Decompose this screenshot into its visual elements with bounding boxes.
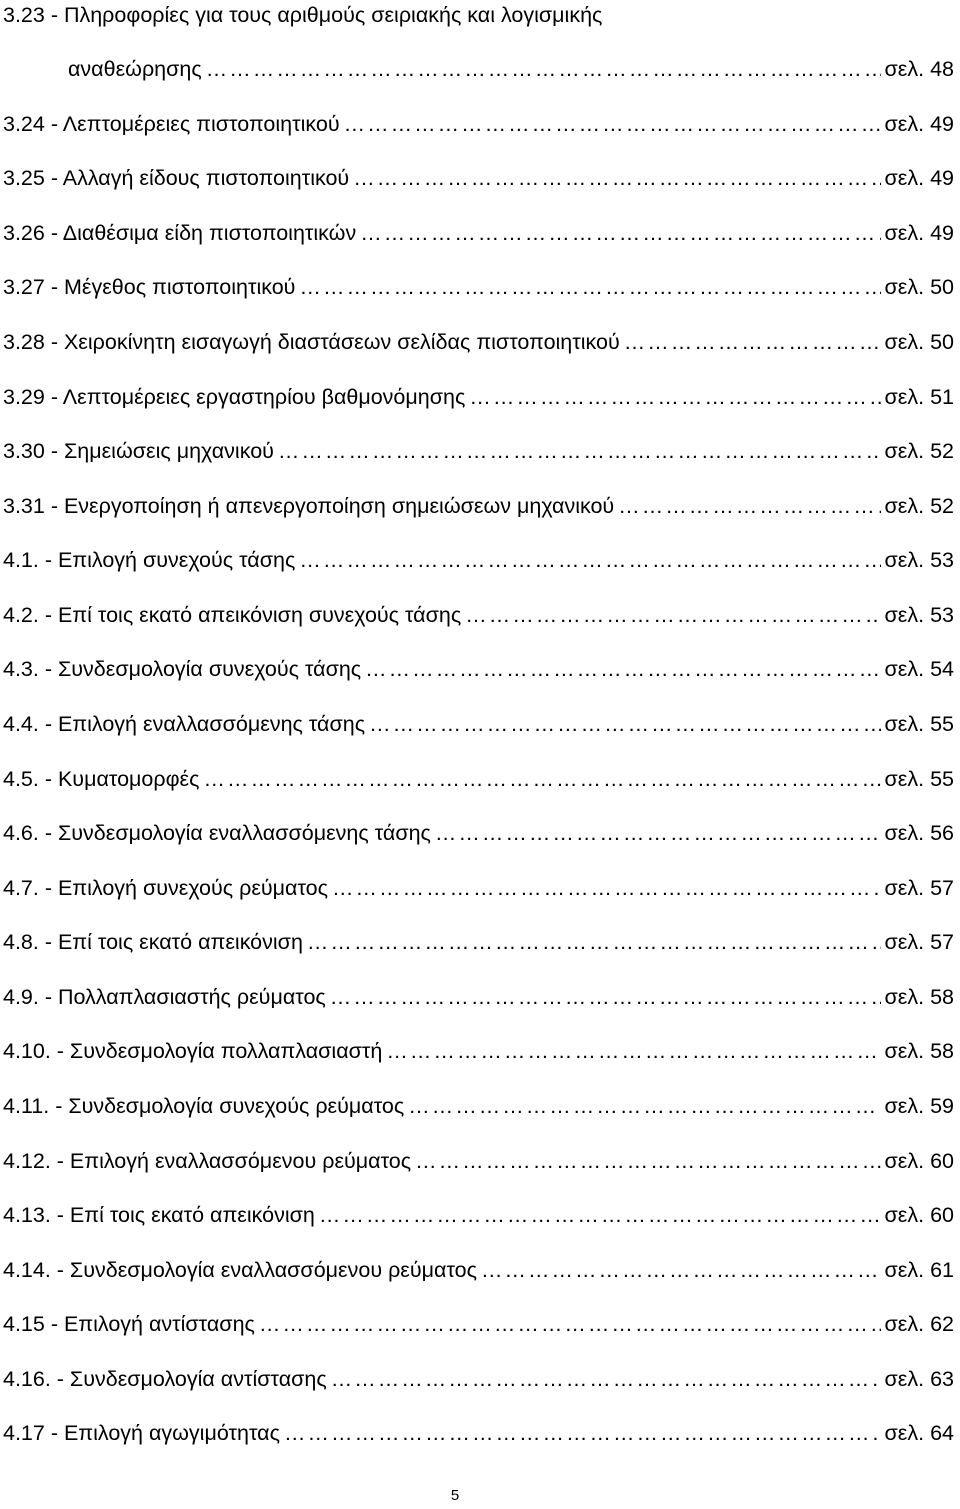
toc-entry bbox=[3, 491, 954, 521]
toc-entry-page: σελ. 58 bbox=[884, 985, 954, 1009]
dot-leader bbox=[332, 873, 881, 903]
toc-entry-page: σελ. 55 bbox=[884, 712, 954, 736]
dot-leader bbox=[204, 764, 881, 794]
toc-entry-title: 4.14. - Συνδεσμολογία εναλλασσόμενου ρεύματος bbox=[3, 1258, 477, 1282]
toc-entry-title: 3.25 - Αλλαγή είδους πιστοποιητικού bbox=[3, 166, 350, 190]
toc-entry bbox=[3, 927, 954, 957]
dot-leader bbox=[369, 709, 880, 739]
toc-entry bbox=[3, 218, 954, 248]
dot-leader bbox=[284, 1418, 881, 1448]
toc-entry bbox=[3, 654, 954, 684]
toc-entry-title: 3.29 - Λεπτομέρειες εργαστηρίου βαθμονόμησης bbox=[3, 385, 466, 409]
toc-entry-title: 4.9. - Πολλαπλασιαστής ρεύματος bbox=[3, 985, 326, 1009]
dot-leader bbox=[469, 382, 880, 412]
toc-entry bbox=[3, 327, 954, 357]
toc-entry bbox=[3, 818, 954, 848]
page-number: 5 bbox=[450, 1487, 460, 1504]
toc-entry-title: 4.12. - Επιλογή εναλλασσόμενου ρεύματος bbox=[3, 1149, 412, 1173]
dot-leader bbox=[307, 927, 881, 957]
toc-entry bbox=[3, 1255, 954, 1285]
toc-entry-title: 4.4. - Επιλογή εναλλασσόμενης τάσης bbox=[3, 712, 366, 736]
dot-leader bbox=[330, 982, 881, 1012]
toc-entry-page: σελ. 49 bbox=[884, 166, 954, 190]
dot-leader bbox=[353, 163, 880, 193]
dot-leader bbox=[408, 1091, 880, 1121]
toc-entry-page: σελ. 58 bbox=[884, 1039, 954, 1063]
toc-entry bbox=[3, 163, 954, 193]
toc-entry-title: 3.30 - Σημειώσεις μηχανικού bbox=[3, 439, 274, 463]
dot-leader bbox=[618, 491, 880, 521]
toc-entry-page: σελ. 51 bbox=[884, 385, 954, 409]
toc-entry bbox=[3, 272, 954, 302]
dot-leader bbox=[360, 218, 880, 248]
toc-entry bbox=[3, 1091, 954, 1121]
toc-entry-page: σελ. 64 bbox=[884, 1421, 954, 1445]
dot-leader bbox=[481, 1255, 881, 1285]
toc-entry-page: σελ. 50 bbox=[884, 330, 954, 354]
toc-entry-title: 4.10. - Συνδεσμολογία πολλαπλασιαστή bbox=[3, 1039, 383, 1063]
toc-entry-page: σελ. 52 bbox=[884, 494, 954, 518]
toc-entry-title: 4.11. - Συνδεσμολογία συνεχούς ρεύματος bbox=[3, 1094, 405, 1118]
toc-entry bbox=[3, 1036, 954, 1066]
toc-entry-page: σελ. 49 bbox=[884, 221, 954, 245]
toc-entry-page: σελ. 57 bbox=[884, 876, 954, 900]
toc-entry bbox=[3, 600, 954, 630]
dot-leader bbox=[365, 654, 880, 684]
dot-leader bbox=[278, 436, 881, 466]
toc-entry-title: 3.27 - Μέγεθος πιστοποιητικού bbox=[3, 275, 296, 299]
toc-entry bbox=[3, 109, 954, 139]
toc-entry-title: 3.31 - Ενεργοποίηση ή απενεργοποίηση σημειώσεων μηχανικού bbox=[3, 494, 615, 518]
toc-entry-page: σελ. 49 bbox=[884, 112, 954, 136]
toc-entry-title: 4.13. - Επί τοις εκατό απεικόνιση bbox=[3, 1203, 315, 1227]
toc-entry-3-23-line1 bbox=[3, 0, 954, 30]
toc-entry-title: 3.26 - Διαθέσιμα είδη πιστοποιητικών bbox=[3, 221, 357, 245]
toc-entry bbox=[3, 545, 954, 575]
toc-entry bbox=[3, 436, 954, 466]
toc-entry-title: 3.24 - Λεπτομέρειες πιστοποιητικού bbox=[3, 112, 340, 136]
toc-entry-title: 4.5. - Κυματομορφές bbox=[3, 767, 200, 791]
toc-entry bbox=[3, 1418, 954, 1448]
toc-entry-page: σελ. 52 bbox=[884, 439, 954, 463]
toc-entry-page: σελ. 56 bbox=[884, 821, 954, 845]
toc-entry bbox=[3, 1146, 954, 1176]
toc-entry bbox=[3, 1200, 954, 1230]
toc-entry-page: σελ. 57 bbox=[884, 930, 954, 954]
dot-leader bbox=[319, 1200, 881, 1230]
toc-entry-title: 4.1. - Επιλογή συνεχούς τάσης bbox=[3, 548, 296, 572]
toc-entry-page: σελ. 53 bbox=[884, 603, 954, 627]
toc-entry-title: 4.15 - Επιλογή αντίστασης bbox=[3, 1312, 255, 1336]
toc-entry-page: σελ. 54 bbox=[884, 657, 954, 681]
toc-entry bbox=[3, 982, 954, 1012]
toc-entry bbox=[3, 382, 954, 412]
toc-entry-title: 4.7. - Επιλογή συνεχούς ρεύματος bbox=[3, 876, 328, 900]
toc-entry bbox=[3, 709, 954, 739]
toc-entry-page: σελ. 55 bbox=[884, 767, 954, 791]
toc-entry bbox=[3, 873, 954, 903]
dot-leader bbox=[299, 545, 880, 575]
toc-entry-page: σελ. 61 bbox=[884, 1258, 954, 1282]
toc-entry-page: σελ. 53 bbox=[884, 548, 954, 572]
dot-leader bbox=[435, 818, 881, 848]
toc-entry-page: σελ. 60 bbox=[884, 1203, 954, 1227]
toc-entry-title: 4.17 - Επιλογή αγωγιμότητας bbox=[3, 1421, 280, 1445]
toc-entry-title: αναθεώρησης bbox=[68, 57, 202, 81]
dot-leader bbox=[206, 54, 881, 84]
toc-entry-page: σελ. 48 bbox=[884, 57, 954, 81]
dot-leader bbox=[331, 1364, 881, 1394]
toc-entry-title: 4.2. - Επί τοις εκατό απεικόνιση συνεχούς τάσης bbox=[3, 603, 462, 627]
toc-entry-page: σελ. 50 bbox=[884, 275, 954, 299]
dot-leader bbox=[624, 327, 881, 357]
toc-entry-title: 4.16. - Συνδεσμολογία αντίστασης bbox=[3, 1367, 327, 1391]
dot-leader bbox=[299, 272, 880, 302]
dot-leader bbox=[259, 1309, 881, 1339]
toc-entry-title: 4.3. - Συνδεσμολογία συνεχούς τάσης bbox=[3, 657, 362, 681]
toc-entry-3-23 bbox=[68, 54, 954, 84]
dot-leader bbox=[465, 600, 880, 630]
dot-leader bbox=[386, 1036, 880, 1066]
dot-leader bbox=[344, 109, 881, 139]
toc-entry bbox=[3, 1309, 954, 1339]
toc-entry-title: 3.28 - Χειροκίνητη εισαγωγή διαστάσεων σελίδας πιστοποιητικού bbox=[3, 330, 620, 354]
toc-entry-page: σελ. 62 bbox=[884, 1312, 954, 1336]
toc-entry bbox=[3, 764, 954, 794]
toc-entry-title: 4.6. - Συνδεσμολογία εναλλασσόμενης τάσης bbox=[3, 821, 431, 845]
toc-entry-title: 4.8. - Επί τοις εκατό απεικόνιση bbox=[3, 930, 303, 954]
dot-leader bbox=[415, 1146, 880, 1176]
toc-entry-page: σελ. 63 bbox=[884, 1367, 954, 1391]
toc-entry-title: 3.23 - Πληροφορίες για τους αριθμούς σειριακής και λογισμικής bbox=[3, 3, 603, 27]
toc-entry-page: σελ. 60 bbox=[884, 1149, 954, 1173]
toc-entry bbox=[3, 1364, 954, 1394]
toc-entry-page: σελ. 59 bbox=[884, 1094, 954, 1118]
